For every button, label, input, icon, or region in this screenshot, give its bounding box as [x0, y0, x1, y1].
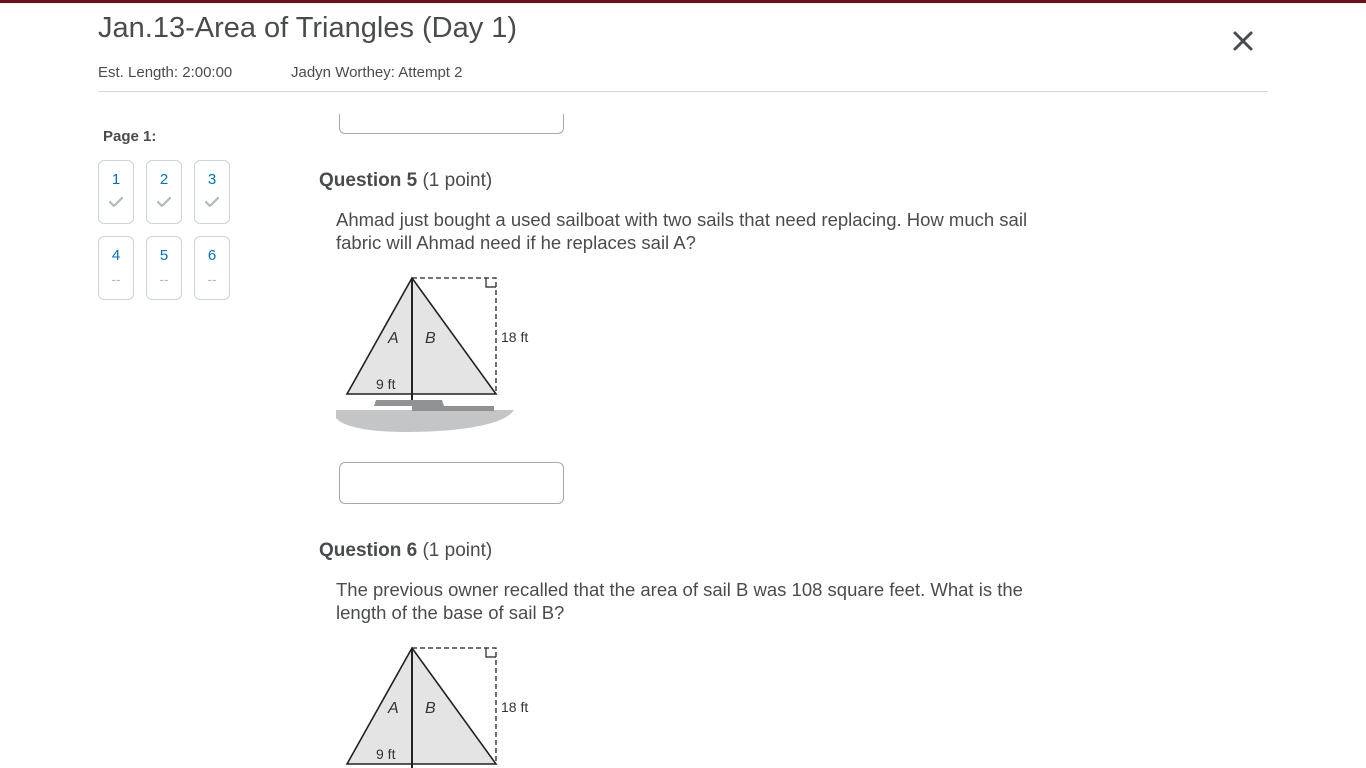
base-label: 9 ft [376, 746, 396, 762]
question-4-answer-input[interactable] [339, 114, 564, 134]
question-nav-3[interactable] [194, 160, 230, 224]
question-nav-number: 4 [111, 247, 121, 264]
question-nav-4[interactable] [98, 236, 134, 300]
answered-check-icon [195, 195, 229, 209]
unanswered-status: -- [207, 271, 217, 287]
question-nav-2[interactable] [146, 160, 182, 224]
question-6-points: (1 point) [422, 540, 493, 561]
answered-check-icon [99, 195, 133, 209]
question-5-answer-input[interactable] [339, 462, 564, 504]
question-6-heading [319, 540, 492, 562]
question-6-name: Question 6 [319, 540, 418, 561]
question-nav-number: 5 [159, 247, 169, 264]
unanswered-status: -- [159, 271, 169, 287]
answered-check-icon [147, 195, 181, 209]
question-nav-6[interactable] [194, 236, 230, 300]
top-accent-bar [0, 0, 1366, 3]
question-nav-number: 3 [207, 171, 217, 188]
height-label: 18 ft [501, 329, 529, 345]
close-button[interactable] [1226, 24, 1260, 58]
sail-a-label: A [388, 330, 399, 347]
question-nav-5[interactable] [146, 236, 182, 300]
est-length: Est. Length: 2:00:00 [98, 64, 233, 81]
close-icon [1232, 30, 1254, 52]
question-5-points: (1 point) [422, 170, 493, 191]
question-nav-1[interactable] [98, 160, 134, 224]
question-5-text: Ahmad just bought a used sailboat with two sails that need replacing. How much sail fabric will Ahmad need if he replaces sail A? [336, 209, 1028, 253]
question-nav-number: 2 [159, 171, 169, 188]
height-label: 18 ft [501, 699, 529, 715]
base-label: 9 ft [376, 376, 396, 392]
question-5-heading [319, 170, 492, 192]
header-divider [98, 91, 1268, 92]
question-nav-number: 1 [111, 171, 121, 188]
sailboat-figure-q6 [334, 642, 534, 768]
sail-a-label: A [388, 700, 399, 717]
question-5-name: Question 5 [319, 170, 418, 191]
question-nav-number: 6 [207, 247, 217, 264]
question-6-text: The previous owner recalled that the area of sail B was 108 square feet. What is the length of the base of sail B? [336, 579, 1023, 623]
sail-b-label: B [425, 330, 436, 347]
page-label: Page 1: [103, 128, 157, 145]
attempt-info: Jadyn Worthey: Attempt 2 [291, 64, 463, 81]
unanswered-status: -- [111, 271, 121, 287]
sail-b-label: B [425, 700, 436, 717]
sailboat-figure-q5 [334, 272, 534, 436]
page-title: Jan.13-Area of Triangles (Day 1) [98, 12, 518, 44]
